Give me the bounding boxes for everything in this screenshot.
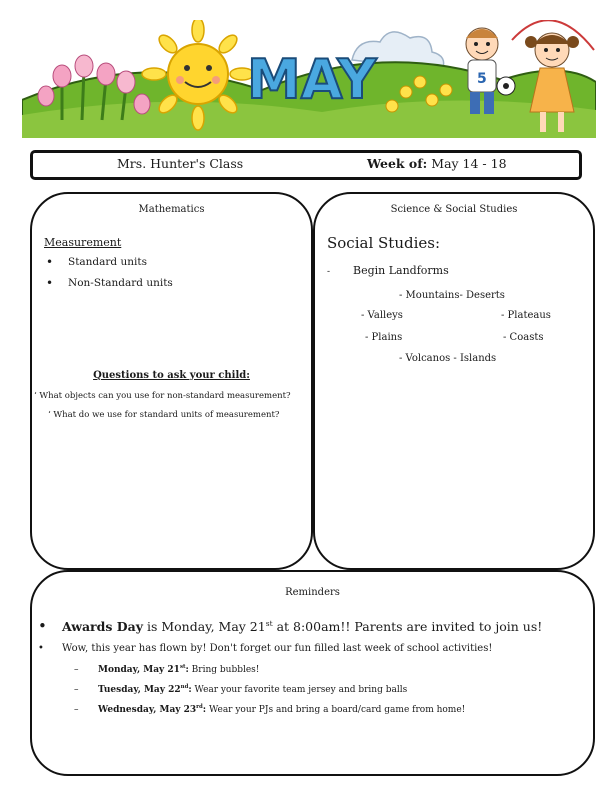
day-label: Tuesday, May 22 bbox=[98, 685, 181, 695]
list-item: • Standard units bbox=[46, 256, 173, 268]
landform-item: - Plains bbox=[365, 332, 403, 343]
dash-marker: – bbox=[74, 665, 79, 675]
science-panel bbox=[313, 192, 595, 570]
week-label: Week of: bbox=[367, 156, 428, 171]
day-text: Wear your favorite team jersey and bring balls bbox=[191, 685, 408, 695]
math-title: Mathematics bbox=[138, 204, 205, 215]
social-studies-heading: Social Studies: bbox=[327, 234, 441, 252]
math-subtitle: Measurement bbox=[44, 236, 122, 249]
day-sup: st bbox=[179, 664, 186, 670]
day-sup: rd bbox=[196, 704, 203, 710]
question-marker: ‘ bbox=[34, 391, 37, 401]
day-label: Monday, May 21 bbox=[98, 665, 180, 675]
list-item: • Non-Standard units bbox=[46, 277, 173, 289]
reminders-panel bbox=[30, 570, 595, 776]
day-colon: : bbox=[185, 665, 189, 675]
list-item bbox=[74, 704, 465, 715]
day-sup: nd bbox=[180, 684, 189, 690]
day-label: Wednesday, May 23 bbox=[98, 705, 197, 715]
bullet-marker: - bbox=[327, 267, 331, 277]
dash-marker: – bbox=[74, 705, 79, 715]
science-title: Science & Social Studies bbox=[390, 204, 518, 215]
may-banner bbox=[22, 20, 596, 138]
landforms-bullet bbox=[327, 264, 449, 277]
math-panel bbox=[30, 192, 313, 570]
landform-item: - Volcanos - Islands bbox=[399, 353, 497, 364]
reminders-title: Reminders bbox=[285, 587, 340, 598]
reminder-text: is Monday, May 21 bbox=[142, 619, 266, 634]
dash-marker: – bbox=[74, 685, 79, 695]
landform-item: - Plateaus bbox=[501, 310, 551, 321]
week-value: May 14 - 18 bbox=[431, 156, 507, 171]
day-text: Bring bubbles! bbox=[188, 665, 260, 675]
reminder-bold: Awards Day bbox=[62, 619, 143, 634]
class-header bbox=[30, 150, 582, 180]
math-list bbox=[46, 256, 173, 298]
list-item bbox=[74, 664, 259, 675]
question-marker: ‘ bbox=[48, 410, 51, 420]
banner-title: MAY bbox=[247, 48, 377, 111]
landform-item: - Valleys bbox=[361, 310, 403, 321]
day-text: Wear your PJs and bring a board/card game from home! bbox=[206, 705, 466, 715]
day-colon: : bbox=[188, 685, 192, 695]
landform-item: - Mountains- Deserts bbox=[399, 290, 505, 301]
bullet-text: Begin Landforms bbox=[353, 264, 449, 277]
class-name: Mrs. Hunter's Class bbox=[117, 156, 244, 171]
reminder-last-week: • Wow, this year has flown by! Don't forget our fun filled last week of school activities! bbox=[38, 643, 493, 654]
reminder-sup: st bbox=[265, 618, 273, 628]
week-of bbox=[367, 156, 507, 171]
question-text: What objects can you use for non-standard measurement? bbox=[39, 391, 291, 401]
list-item bbox=[74, 684, 407, 695]
question-text: What do we use for standard units of measurement? bbox=[53, 410, 280, 420]
day-colon: : bbox=[202, 705, 207, 715]
landform-item: - Coasts bbox=[503, 332, 544, 343]
question-1 bbox=[34, 391, 291, 401]
reminder-text: Wow, this year has flown by! Don't forget our fun filled last week of school activities! bbox=[62, 643, 493, 654]
question-2 bbox=[48, 410, 279, 420]
questions-title: Questions to ask your child: bbox=[93, 370, 250, 381]
reminder-text: at 8:00am!! Parents are invited to join us! bbox=[272, 619, 543, 634]
shirt-number: 5 bbox=[477, 71, 487, 87]
reminder-awards-day: • Awards Day is Monday, May 21st at 8:00am!! Parents are invited to join us! bbox=[38, 617, 543, 635]
